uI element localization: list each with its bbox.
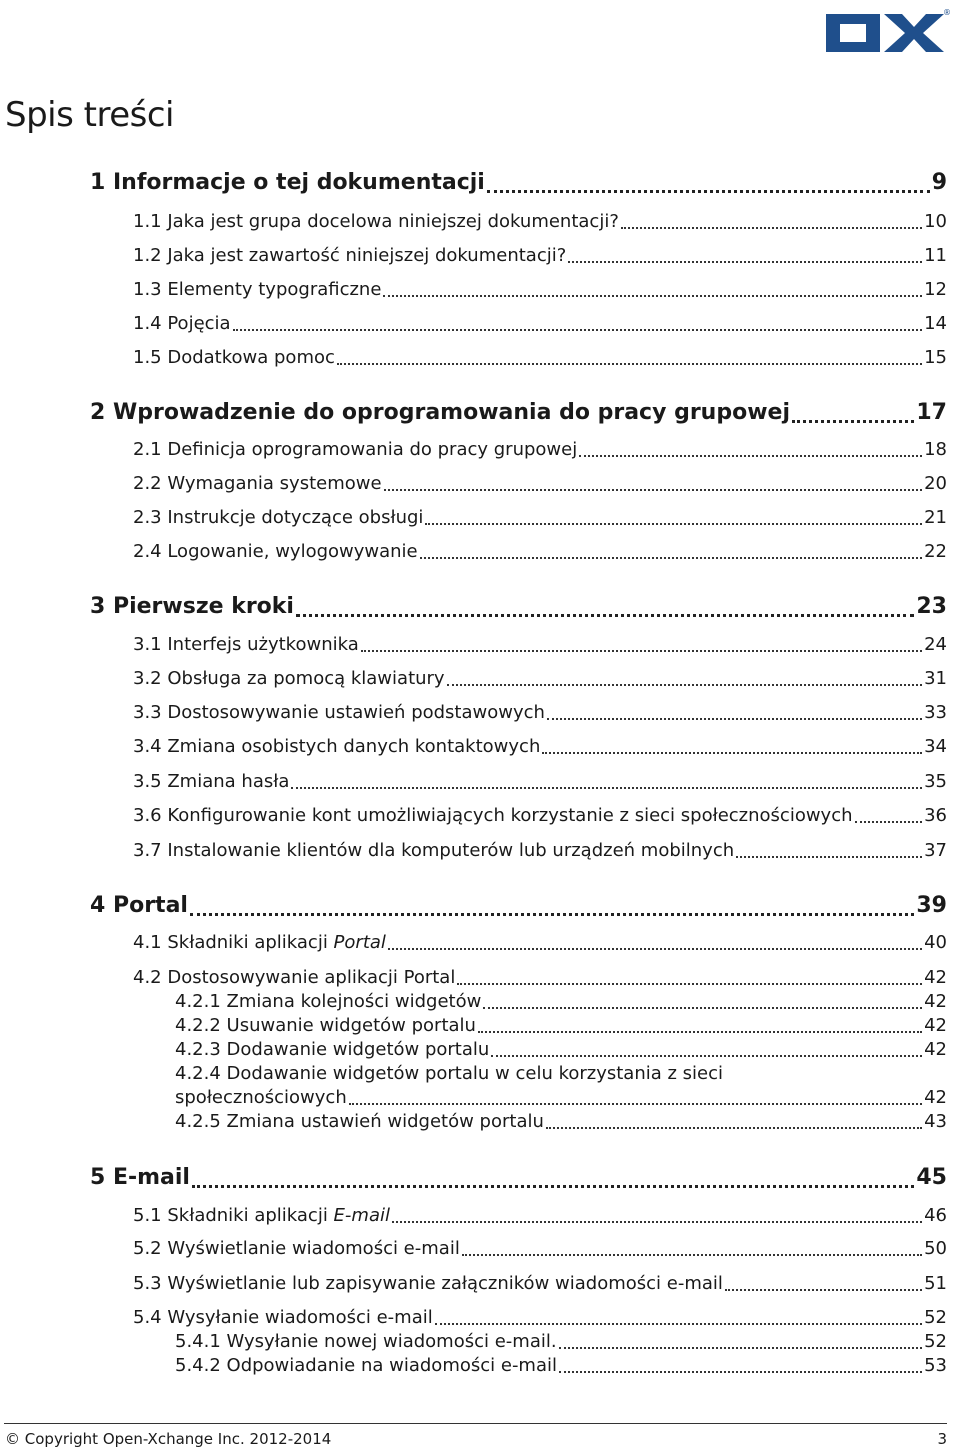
toc-page-number: 34 — [924, 736, 947, 757]
toc-leader-dots — [435, 1321, 922, 1325]
footer-copyright: © Copyright Open-Xchange Inc. 2012-2014 — [5, 1430, 332, 1448]
toc-entry-label — [133, 702, 545, 723]
toc-leader-dots — [462, 1252, 922, 1256]
toc-section[interactable] — [133, 932, 947, 956]
toc-section[interactable] — [133, 736, 947, 760]
toc-page-number: 40 — [924, 932, 947, 953]
toc-page-number: 14 — [924, 313, 947, 334]
toc-page-number: 51 — [924, 1273, 947, 1294]
toc-leader-dots — [349, 1101, 922, 1105]
toc-section[interactable] — [133, 439, 947, 463]
toc-entry-text: 4.2.3 Dodawanie widgetów portalu — [175, 1039, 490, 1060]
toc-entry-text: 5.4 Wysyłanie wiadomości e-mail — [133, 1307, 433, 1328]
toc-subsection[interactable] — [175, 1355, 947, 1379]
registered-mark: ® — [943, 8, 951, 17]
toc-leader-dots — [296, 612, 914, 617]
toc-entry-text: 2.1 Definicja oprogramowania do pracy grupowej — [133, 439, 578, 460]
toc-section[interactable] — [133, 840, 947, 864]
toc-leader-dots — [487, 188, 930, 193]
toc-subsection[interactable] — [175, 991, 947, 1015]
toc-leader-dots — [388, 946, 922, 950]
toc-page-number: 17 — [916, 400, 947, 425]
toc-section[interactable] — [133, 805, 947, 829]
toc-entry-text: 4.2.5 Zmiana ustawień widgetów portalu — [175, 1111, 544, 1132]
toc-section[interactable] — [133, 211, 947, 235]
toc-subsection[interactable] — [175, 1331, 947, 1355]
toc-section[interactable] — [133, 702, 947, 726]
toc-section[interactable] — [133, 347, 947, 371]
toc-leader-dots — [457, 981, 922, 985]
toc-entry-emphasis: Portal — [333, 932, 386, 953]
toc-entry-text: 2.4 Logowanie, wylogowywanie — [133, 541, 418, 562]
toc-leader-dots — [291, 785, 922, 789]
toc-section[interactable] — [133, 771, 947, 795]
toc-entry-text: 5.4.1 Wysyłanie nowej wiadomości e-mail. — [175, 1331, 557, 1352]
toc-leader-dots — [361, 648, 922, 652]
toc-entry-text: 3.4 Zmiana osobistych danych kontaktowych — [133, 736, 541, 757]
toc-section[interactable] — [133, 967, 947, 991]
toc-entry-label — [90, 893, 188, 918]
toc-entry-text: 4.2 Dostosowywanie aplikacji Portal — [133, 967, 456, 988]
toc-page-number: 43 — [924, 1111, 947, 1132]
toc-entry-label — [175, 991, 481, 1012]
toc-section[interactable] — [133, 634, 947, 658]
toc-entry-label — [133, 245, 566, 266]
toc-page-number: 42 — [924, 1015, 947, 1036]
toc-subsection[interactable] — [175, 1111, 947, 1135]
toc-entry-label — [175, 1111, 544, 1132]
toc-entry-label — [133, 313, 231, 334]
toc-entry-text: 4.2.1 Zmiana kolejności widgetów — [175, 991, 482, 1012]
toc-section[interactable] — [133, 507, 947, 531]
toc-entry-text: 1.5 Dodatkowa pomoc — [133, 347, 335, 368]
toc-leader-dots — [546, 1125, 922, 1129]
toc-section[interactable] — [133, 1307, 947, 1331]
toc-entry-label — [133, 507, 423, 528]
toc-leader-dots — [478, 1029, 922, 1033]
toc-leader-dots — [491, 1053, 922, 1057]
footer-page-number: 3 — [937, 1430, 947, 1448]
toc-entry-label — [133, 473, 382, 494]
toc-entry-text: 4.2.2 Usuwanie widgetów portalu — [175, 1015, 476, 1036]
toc-entry-text: 5 E-mail — [90, 1165, 190, 1190]
toc-entry-label — [133, 1307, 433, 1328]
toc-page-number: 31 — [924, 668, 947, 689]
toc-page-number: 11 — [924, 245, 947, 266]
toc-section[interactable] — [133, 668, 947, 692]
toc-entry-text: 3.2 Obsługa za pomocą klawiatury — [133, 668, 445, 689]
toc-leader-dots — [337, 361, 922, 365]
toc-entry-text: 4.1 Składniki aplikacji — [133, 932, 334, 953]
toc-entry-text: 3.3 Dostosowywanie ustawień podstawowych — [133, 702, 545, 723]
toc-page-number: 23 — [916, 594, 947, 619]
toc-leader-dots — [383, 293, 922, 297]
toc-entry-text: 3.7 Instalowanie klientów dla komputerów lub urządzeń mobilnych — [133, 840, 735, 861]
toc-entry-text: 5.2 Wyświetlanie wiadomości e-mail — [133, 1238, 460, 1259]
toc-chapter[interactable] — [90, 1165, 947, 1195]
toc-section[interactable] — [133, 1273, 947, 1297]
toc-section[interactable] — [133, 313, 947, 337]
toc-leader-dots — [792, 418, 914, 423]
toc-leader-dots — [579, 453, 922, 457]
toc-leader-dots — [547, 716, 922, 720]
toc-entry-label — [133, 771, 289, 792]
toc-entry-text: 5.4.2 Odpowiadanie na wiadomości e-mail — [175, 1355, 557, 1376]
toc-entry-label — [133, 967, 455, 988]
toc-page-number: 10 — [924, 211, 947, 232]
toc-leader-dots — [392, 1219, 922, 1223]
toc-page-number: 33 — [924, 702, 947, 723]
toc-page-number: 45 — [916, 1165, 947, 1190]
toc-entry-label — [133, 932, 386, 953]
toc-subsection[interactable] — [175, 1039, 947, 1063]
toc-subsection[interactable] — [175, 1015, 947, 1039]
toc-page-number: 42 — [924, 1087, 947, 1108]
toc-section[interactable] — [133, 245, 947, 269]
toc-entry-label — [90, 594, 294, 619]
toc-entry-text: 1.2 Jaka jest zawartość niniejszej dokumentacji? — [133, 245, 567, 266]
toc-leader-dots — [725, 1287, 922, 1291]
toc-page-number: 36 — [924, 805, 947, 826]
toc-entry-text: 3.6 Konfigurowanie kont umożliwiających korzystanie z sieci społecznościowych — [133, 805, 853, 826]
toc-entry-text: 3.1 Interfejs użytkownika — [133, 634, 359, 655]
toc-leader-dots — [190, 911, 914, 916]
toc-page-number: 42 — [924, 1039, 947, 1060]
toc-page-number: 42 — [924, 967, 947, 988]
toc-entry-emphasis: E-mail — [333, 1205, 390, 1226]
toc-page-number: 37 — [924, 840, 947, 861]
toc-entry-label — [133, 1205, 390, 1226]
toc-page-number: 21 — [924, 507, 947, 528]
toc-section[interactable] — [133, 1238, 947, 1262]
toc-entry-label — [175, 1015, 476, 1036]
toc-entry-label — [133, 1273, 723, 1294]
toc-leader-dots — [736, 854, 922, 858]
toc-entry-text: 1.3 Elementy typograficzne — [133, 279, 382, 300]
toc-entry-text: 3 Pierwsze kroki — [90, 594, 294, 619]
toc-entry-label — [133, 1238, 460, 1259]
toc-entry-text: 1 Informacje o tej dokumentacji — [90, 170, 485, 195]
toc-entry-label — [175, 1331, 557, 1352]
toc-entry-label-line: 4.2.4 Dodawanie widgetów portalu w celu korzystania z sieci — [175, 1063, 724, 1084]
toc-entry-text: 1.4 Pojęcia — [133, 313, 231, 334]
toc-entry-text: społecznościowych — [175, 1087, 347, 1108]
toc-entry-label — [133, 541, 418, 562]
toc-page-number: 18 — [924, 439, 947, 460]
toc-page-number: 46 — [924, 1205, 947, 1226]
toc-page-number: 52 — [924, 1331, 947, 1352]
toc-page-number: 53 — [924, 1355, 947, 1376]
toc-entry-text: 1.1 Jaka jest grupa docelowa niniejszej dokumentacji? — [133, 211, 619, 232]
toc-page-number: 12 — [924, 279, 947, 300]
toc-entry-text: 5.1 Składniki aplikacji — [133, 1205, 334, 1226]
toc-chapter[interactable] — [90, 594, 947, 624]
toc-entry-label — [175, 1087, 347, 1108]
toc-leader-dots — [384, 487, 923, 491]
toc-chapter[interactable] — [90, 893, 947, 923]
toc-chapter[interactable] — [90, 170, 947, 200]
toc-page-number: 35 — [924, 771, 947, 792]
toc-entry-label — [133, 668, 445, 689]
toc-leader-dots — [447, 682, 923, 686]
toc-entry-label — [133, 347, 335, 368]
toc-entry-label — [133, 840, 734, 861]
toc-page-number: 15 — [924, 347, 947, 368]
toc-entry-label — [133, 439, 577, 460]
footer-divider — [4, 1423, 947, 1424]
toc-entry-text: 2.2 Wymagania systemowe — [133, 473, 382, 494]
toc-entry-text: 2.3 Instrukcje dotyczące obsługi — [133, 507, 424, 528]
page-title: Spis treści — [5, 95, 174, 135]
toc-leader-dots — [621, 225, 922, 229]
toc-page-number: 50 — [924, 1238, 947, 1259]
toc-section[interactable] — [133, 541, 947, 565]
toc-leader-dots — [233, 327, 923, 331]
toc-entry-label — [133, 634, 359, 655]
toc-entry-text: 4 Portal — [90, 893, 188, 918]
toc-leader-dots — [542, 750, 922, 754]
toc-chapter[interactable] — [90, 400, 947, 430]
toc-leader-dots — [425, 521, 922, 525]
toc-leader-dots — [855, 819, 923, 823]
toc-entry-label — [175, 1039, 489, 1060]
toc-page-number: 42 — [924, 991, 947, 1012]
toc-leader-dots — [559, 1345, 923, 1349]
toc-entry-text: 2 Wprowadzenie do oprogramowania do pracy grupowej — [90, 400, 790, 425]
toc-entry-label — [90, 170, 485, 195]
toc-leader-dots — [559, 1369, 922, 1373]
toc-entry-text: 5.3 Wyświetlanie lub zapisywanie załączników wiadomości e-mail — [133, 1273, 723, 1294]
toc-section[interactable] — [133, 473, 947, 497]
toc-entry-text: 3.5 Zmiana hasła — [133, 771, 290, 792]
toc-entry-label — [133, 736, 540, 757]
toc-leader-dots — [568, 259, 922, 263]
toc-page-number: 20 — [924, 473, 947, 494]
toc-entry-label — [133, 279, 381, 300]
toc-leader-dots — [192, 1183, 914, 1188]
toc-entry-label — [90, 1165, 190, 1190]
toc-leader-dots — [420, 555, 922, 559]
toc-entry-label — [133, 211, 619, 232]
toc-leader-dots — [483, 1005, 922, 1009]
toc-entry-label — [133, 805, 853, 826]
toc-page-number: 22 — [924, 541, 947, 562]
toc-page-number: 52 — [924, 1307, 947, 1328]
toc-entry-label — [90, 400, 790, 425]
toc-page-number: 9 — [931, 170, 947, 195]
toc-page-number: 24 — [924, 634, 947, 655]
toc-entry-label — [175, 1355, 557, 1376]
toc-section[interactable] — [133, 279, 947, 303]
toc-page-number: 39 — [916, 893, 947, 918]
toc-subsection[interactable] — [175, 1087, 947, 1111]
toc-section[interactable] — [133, 1205, 947, 1229]
